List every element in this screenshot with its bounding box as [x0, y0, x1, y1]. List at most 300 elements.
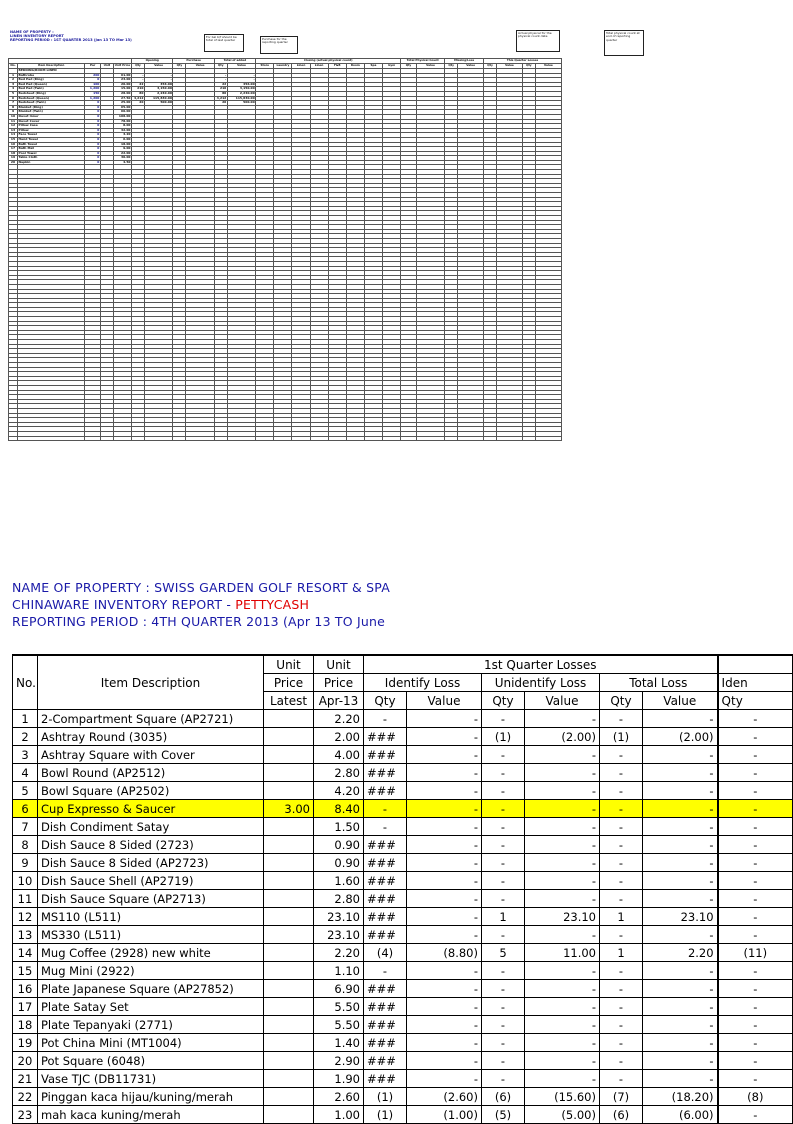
cell-next-qty: - — [718, 872, 793, 890]
preview-cell: 17 — [9, 147, 18, 152]
preview-cell: 456.00 — [227, 82, 255, 87]
preview-cell: 28.00 — [113, 91, 131, 96]
cell-identify-qty: ### — [364, 728, 407, 746]
preview-col-header: Qty — [401, 64, 417, 69]
cell-item: Bowl Square (AP2502) — [38, 782, 264, 800]
cell-total-value: - — [643, 818, 718, 836]
cell-identify-qty: ### — [364, 926, 407, 944]
cell-unidentify-value: - — [525, 782, 600, 800]
cell-total-value: - — [643, 836, 718, 854]
cell-unit-price-latest — [264, 926, 314, 944]
preview-cell-empty — [132, 436, 145, 441]
cell-total-value: - — [643, 1016, 718, 1034]
preview-cell: 4,212 — [214, 96, 227, 101]
preview-cell: 0 — [85, 151, 101, 156]
cell-identify-qty: (1) — [364, 1106, 407, 1124]
col-identify-qty: Qty — [364, 692, 407, 710]
cell-unidentify-value: - — [525, 746, 600, 764]
preview-cell-empty — [401, 436, 417, 441]
preview-cell: 7 — [9, 101, 18, 106]
cell-item: Dish Sauce Shell (AP2719) — [38, 872, 264, 890]
cell-identify-qty: - — [364, 710, 407, 728]
cell-identify-value: - — [407, 854, 482, 872]
cell-unit-price-apr: 2.00 — [314, 728, 364, 746]
cell-total-qty: - — [600, 710, 643, 728]
preview-cell: 11 — [9, 119, 18, 124]
cell-unidentify-qty: (5) — [482, 1106, 525, 1124]
preview-cell: - — [144, 78, 172, 83]
preview-cell: 0 — [85, 128, 101, 133]
preview-cell-empty — [274, 436, 292, 441]
cell-unit-price-latest — [264, 962, 314, 980]
preview-cell: 22.00 — [113, 151, 131, 156]
cell-identify-value: - — [407, 728, 482, 746]
cell-identify-value: - — [407, 746, 482, 764]
preview-title-line-2: LINEN INVENTORY REPORT — [10, 34, 64, 38]
cell-identify-qty: ### — [364, 890, 407, 908]
cell-identify-value: - — [407, 710, 482, 728]
inventory-table-body — [13, 710, 793, 1124]
cell-identify-value: - — [407, 800, 482, 818]
preview-group-header: Purchase — [173, 59, 214, 64]
preview-cell: Napkin — [18, 160, 85, 165]
preview-col-header: Value — [535, 64, 561, 69]
cell-unidentify-value: - — [525, 800, 600, 818]
cell-unidentify-qty: - — [482, 998, 525, 1016]
cell-total-qty: - — [600, 782, 643, 800]
cell-unit-price-apr: 23.10 — [314, 908, 364, 926]
cell-unit-price-apr: 2.20 — [314, 944, 364, 962]
preview-cell: Bath Towel — [18, 142, 85, 147]
cell-no: 11 — [13, 890, 38, 908]
preview-col-header: Value — [144, 64, 172, 69]
report-title — [12, 596, 390, 613]
cell-no: 19 — [13, 1034, 38, 1052]
cell-unit-price-latest — [264, 944, 314, 962]
preview-group-header: Total of added — [214, 59, 255, 64]
cell-next-qty: - — [718, 926, 793, 944]
preview-cell: 0 — [85, 114, 101, 119]
table-row — [13, 800, 793, 818]
preview-cell: 115,830.00 — [144, 96, 172, 101]
preview-col-header: Unit Price — [114, 63, 131, 68]
cell-next-qty: - — [718, 890, 793, 908]
col-unit-price-apr-1: Unit — [314, 655, 364, 674]
cell-unidentify-qty: 5 — [482, 944, 525, 962]
cell-next-qty: (11) — [718, 944, 793, 962]
preview-cell: 8.00 — [113, 124, 131, 129]
cell-unit-price-apr: 4.00 — [314, 746, 364, 764]
preview-cell: 9.00 — [113, 147, 131, 152]
col-identify-value: Value — [407, 692, 482, 710]
cell-next-qty: - — [718, 980, 793, 998]
cell-next-qty: - — [718, 818, 793, 836]
cell-identify-value: - — [407, 962, 482, 980]
cell-unidentify-qty: - — [482, 800, 525, 818]
table-row — [13, 872, 793, 890]
cell-identify-qty: ### — [364, 1034, 407, 1052]
preview-cell: 4,212 — [132, 96, 145, 101]
preview-cell: - — [144, 73, 172, 78]
cell-total-qty: - — [600, 962, 643, 980]
col-unit-price-apr-3: Apr-13 — [314, 692, 364, 710]
cell-item: Bowl Round (AP2512) — [38, 764, 264, 782]
preview-col-header: Value — [458, 64, 484, 69]
table-row — [13, 1034, 793, 1052]
cell-unit-price-latest — [264, 998, 314, 1016]
preview-cell: 22 — [214, 82, 227, 87]
cell-identify-qty: - — [364, 962, 407, 980]
preview-cell: 500.00 — [227, 101, 255, 106]
preview-cell: 32.00 — [113, 128, 131, 133]
preview-cell: 210 — [214, 87, 227, 92]
preview-cell-empty — [484, 436, 497, 441]
preview-cell: Bed Pad (King) — [18, 78, 85, 83]
preview-cell-empty — [383, 436, 401, 441]
cell-unidentify-value: 23.10 — [525, 908, 600, 926]
preview-cell-empty — [535, 436, 561, 441]
preview-col-header: Par — [85, 64, 101, 69]
preview-cell: 20 — [214, 101, 227, 106]
preview-cell: 3,150.00 — [227, 87, 255, 92]
preview-cell: Bed Pad (Queen) — [18, 82, 85, 87]
cell-unidentify-qty: - — [482, 710, 525, 728]
preview-cell-empty — [173, 436, 186, 441]
table-row — [13, 1052, 793, 1070]
col-unidentify-value: Value — [525, 692, 600, 710]
preview-cell: 1,200 — [85, 87, 101, 92]
preview-cell: Blanket (Twin) — [18, 110, 85, 115]
cell-total-qty: - — [600, 926, 643, 944]
col-unit-price-apr-2: Price — [314, 674, 364, 692]
cell-identify-qty: ### — [364, 746, 407, 764]
preview-cell: 0 — [85, 147, 101, 152]
cell-unit-price-apr: 2.80 — [314, 764, 364, 782]
preview-cell: 25.00 — [113, 101, 131, 106]
cell-total-qty: (6) — [600, 1106, 643, 1124]
cell-identify-value: (1.00) — [407, 1106, 482, 1124]
cell-unit-price-latest — [264, 980, 314, 998]
cell-unidentify-value: - — [525, 1034, 600, 1052]
cell-unidentify-value: - — [525, 872, 600, 890]
preview-cell: 9 — [9, 110, 18, 115]
cell-identify-value: - — [407, 890, 482, 908]
preview-cell: 0 — [85, 124, 101, 129]
cell-item: Plate Japanese Square (AP27852) — [38, 980, 264, 998]
table-row — [13, 836, 793, 854]
cell-unit-price-latest — [264, 1034, 314, 1052]
cell-identify-value: - — [407, 980, 482, 998]
preview-cell-empty — [100, 436, 113, 441]
preview-cell: 20.00 — [113, 82, 131, 87]
preview-cell-empty — [256, 436, 274, 441]
cell-no: 22 — [13, 1088, 38, 1106]
preview-col-header: Laundry — [274, 64, 292, 69]
preview-cell: 60.00 — [113, 110, 131, 115]
cell-no: 14 — [13, 944, 38, 962]
preview-cell: 8 — [9, 105, 18, 110]
cell-no: 7 — [13, 818, 38, 836]
cell-unit-price-latest — [264, 710, 314, 728]
preview-cell: 5 — [9, 91, 18, 96]
cell-item: MS330 (L511) — [38, 926, 264, 944]
cell-identify-value: - — [407, 908, 482, 926]
cell-unit-price-latest — [264, 890, 314, 908]
cell-unidentify-qty: - — [482, 1016, 525, 1034]
cell-identify-value: (2.60) — [407, 1088, 482, 1106]
cell-no: 15 — [13, 962, 38, 980]
cell-unidentify-qty: - — [482, 980, 525, 998]
preview-cell-empty — [85, 436, 101, 441]
callout-physical: Actual physical for the physical count date — [516, 30, 560, 52]
table-row — [13, 1106, 793, 1124]
preview-cell: 15.00 — [113, 87, 131, 92]
preview-cell: 0 — [85, 160, 101, 165]
cell-unidentify-value: - — [525, 890, 600, 908]
cell-item: Plate Tepanyaki (2771) — [38, 1016, 264, 1034]
preview-col-header: Value — [416, 64, 444, 69]
table-row — [13, 926, 793, 944]
preview-cell: - — [214, 73, 227, 78]
cell-total-qty: (1) — [600, 728, 643, 746]
cell-identify-value: - — [407, 872, 482, 890]
cell-identify-qty: ### — [364, 836, 407, 854]
cell-unit-price-apr: 1.40 — [314, 1034, 364, 1052]
preview-col-header: Qty — [214, 64, 227, 69]
cell-total-qty: - — [600, 854, 643, 872]
cell-next-qty: - — [718, 800, 793, 818]
col-unidentify-loss: Unidentify Loss — [482, 674, 600, 692]
table-row — [13, 764, 793, 782]
cell-unit-price-apr: 23.10 — [314, 926, 364, 944]
cell-unit-price-latest — [264, 728, 314, 746]
table-row — [13, 944, 793, 962]
preview-cell: 15 — [9, 137, 18, 142]
cell-no: 12 — [13, 908, 38, 926]
cell-unit-price-latest — [264, 1070, 314, 1088]
cell-unidentify-value: - — [525, 1016, 600, 1034]
cell-next-qty: - — [718, 728, 793, 746]
cell-unidentify-qty: - — [482, 854, 525, 872]
table-row — [13, 998, 793, 1016]
table-row — [13, 854, 793, 872]
preview-cell: Bed Pad (Twin) — [18, 87, 85, 92]
preview-cell: 78.00 — [113, 119, 131, 124]
preview-col-header: Gym — [383, 64, 401, 69]
table-row — [13, 782, 793, 800]
preview-cell-empty — [144, 436, 172, 441]
preview-body — [9, 69, 562, 441]
preview-cell-empty — [346, 436, 364, 441]
cell-total-qty: - — [600, 980, 643, 998]
report-title-prefix: CHINAWARE INVENTORY REPORT - — [12, 597, 236, 612]
cell-total-qty: - — [600, 800, 643, 818]
cell-next-qty: (8) — [718, 1088, 793, 1106]
preview-cell-empty — [364, 436, 382, 441]
cell-total-value: - — [643, 998, 718, 1016]
cell-item: Dish Sauce 8 Sided (AP2723) — [38, 854, 264, 872]
preview-cell: - — [214, 78, 227, 83]
cell-unit-price-apr: 1.10 — [314, 962, 364, 980]
cell-identify-value: - — [407, 1070, 482, 1088]
preview-title-line-1: NAME OF PROPERTY : — [10, 30, 54, 34]
cell-identify-value: - — [407, 926, 482, 944]
table-row — [13, 980, 793, 998]
cell-unidentify-qty: (1) — [482, 728, 525, 746]
preview-cell: 65.00 — [113, 105, 131, 110]
cell-identify-qty: - — [364, 800, 407, 818]
cell-unit-price-apr: 0.90 — [314, 854, 364, 872]
cell-unit-price-apr: 1.60 — [314, 872, 364, 890]
cell-total-value: - — [643, 890, 718, 908]
preview-cell: 61.00 — [113, 73, 131, 78]
preview-col-header: Qty — [522, 64, 535, 69]
preview-cell: Pillow Case — [18, 124, 85, 129]
preview-cell: Bath Mat — [18, 147, 85, 152]
cell-no: 4 — [13, 764, 38, 782]
col-next-quarter — [718, 655, 793, 674]
preview-cell: 20 — [9, 160, 18, 165]
cell-total-qty: - — [600, 836, 643, 854]
preview-cell-empty — [416, 436, 444, 441]
cell-item: Cup Expresso & Saucer — [38, 800, 264, 818]
cell-item: Pot China Mini (MT1004) — [38, 1034, 264, 1052]
preview-cell-empty — [445, 436, 458, 441]
preview-cell: 4.50 — [113, 160, 131, 165]
cell-no: 1 — [13, 710, 38, 728]
cell-total-qty: - — [600, 1034, 643, 1052]
cell-unit-price-latest — [264, 1052, 314, 1070]
preview-cell: Bedsheet (King) — [18, 91, 85, 96]
header-row-1 — [13, 655, 793, 674]
preview-col-header: No. — [10, 63, 16, 68]
preview-cell: 0 — [85, 156, 101, 161]
cell-total-value: - — [643, 764, 718, 782]
cell-unit-price-apr: 0.90 — [314, 836, 364, 854]
preview-cell: 3 — [9, 82, 18, 87]
reporting-period: REPORTING PERIOD : 4TH QUARTER 2013 (Apr 13 TO June — [12, 614, 385, 629]
cell-next-qty: - — [718, 710, 793, 728]
cell-unit-price-apr: 2.20 — [314, 710, 364, 728]
preview-cell: 2 — [9, 78, 18, 83]
preview-cell-empty — [522, 436, 535, 441]
cell-unidentify-qty: - — [482, 764, 525, 782]
cell-unit-price-latest — [264, 908, 314, 926]
table-row — [13, 908, 793, 926]
preview-cell: Pool Towel — [18, 151, 85, 156]
preview-row-empty — [9, 436, 562, 441]
preview-cell: 0 — [85, 137, 101, 142]
cell-unit-price-apr: 1.90 — [314, 1070, 364, 1088]
preview-cell: 3,150.00 — [144, 87, 172, 92]
cell-identify-value: - — [407, 1052, 482, 1070]
preview-cell: 150 — [85, 91, 101, 96]
preview-cell: 100 — [85, 82, 101, 87]
cell-unidentify-value: (5.00) — [525, 1106, 600, 1124]
cell-total-qty: - — [600, 746, 643, 764]
col-no: No. — [13, 655, 38, 710]
preview-cell: 0 — [85, 119, 101, 124]
cell-identify-qty: ### — [364, 782, 407, 800]
preview-cell: 6 — [9, 96, 18, 101]
preview-sheet — [8, 30, 640, 420]
preview-col-header: Linen — [310, 64, 328, 69]
cell-next-qty: - — [718, 782, 793, 800]
preview-cell: - — [227, 73, 255, 78]
preview-col-header: Spa — [364, 64, 382, 69]
cell-no: 9 — [13, 854, 38, 872]
preview-title-line-3: REPORTING PERIOD : 1ST QUARTER 2013 (Jan 13 TO Mar 13) — [10, 38, 132, 42]
preview-group-header: This Quarter Losses — [484, 59, 562, 64]
cell-next-qty: - — [718, 1052, 793, 1070]
preview-cell: 18.00 — [113, 142, 131, 147]
col-next-qty: Qty — [718, 692, 793, 710]
cell-unit-price-apr: 6.90 — [314, 980, 364, 998]
preview-cell-empty — [186, 436, 214, 441]
cell-identify-qty: (1) — [364, 1088, 407, 1106]
cell-unit-price-apr: 1.00 — [314, 1106, 364, 1124]
cell-total-qty: 1 — [600, 908, 643, 926]
preview-group-header: Closing (actual physical count) — [256, 59, 401, 64]
cell-unidentify-qty: - — [482, 782, 525, 800]
cell-unidentify-qty: (6) — [482, 1088, 525, 1106]
preview-col-header: Qty — [173, 64, 186, 69]
cell-item: Ashtray Round (3035) — [38, 728, 264, 746]
cell-unidentify-qty: - — [482, 1052, 525, 1070]
table-row — [13, 1070, 793, 1088]
table-row — [13, 890, 793, 908]
preview-cell: 0 — [85, 110, 101, 115]
preview-col-header: Value — [186, 64, 214, 69]
preview-cell: Duvet Cover — [18, 119, 85, 124]
preview-cell-empty — [18, 436, 85, 441]
cell-total-qty: - — [600, 1016, 643, 1034]
cell-no: 13 — [13, 926, 38, 944]
preview-cell: Pillow — [18, 128, 85, 133]
cell-next-qty: - — [718, 836, 793, 854]
cell-identify-qty: ### — [364, 1070, 407, 1088]
preview-cell: 0 — [85, 133, 101, 138]
cell-item: Mug Coffee (2928) new white — [38, 944, 264, 962]
preview-col-header: Linen — [292, 64, 310, 69]
preview-cell: 200 — [85, 73, 101, 78]
inventory-table-wrap — [12, 654, 768, 1122]
cell-unidentify-qty: - — [482, 1070, 525, 1088]
cell-total-qty: 1 — [600, 944, 643, 962]
preview-cell: Bathrobe — [18, 73, 85, 78]
cell-unit-price-latest — [264, 1106, 314, 1124]
preview-col-header: Value — [227, 64, 255, 69]
cell-next-qty: - — [718, 764, 793, 782]
cell-total-qty: - — [600, 890, 643, 908]
preview-cell-empty — [292, 436, 310, 441]
cell-unit-price-apr: 2.60 — [314, 1088, 364, 1106]
cell-no: 18 — [13, 1016, 38, 1034]
cell-unit-price-latest — [264, 818, 314, 836]
cell-unit-price-apr: 4.20 — [314, 782, 364, 800]
preview-cell: 1,200 — [85, 96, 101, 101]
cell-no: 20 — [13, 1052, 38, 1070]
cell-unidentify-qty: - — [482, 890, 525, 908]
cell-total-value: - — [643, 782, 718, 800]
cell-next-qty: - — [718, 746, 793, 764]
callout-purchase: Purchase for the reporting quarter — [260, 36, 298, 54]
cell-no: 6 — [13, 800, 38, 818]
cell-unidentify-qty: - — [482, 962, 525, 980]
callout-total-count: Total physical count at end of reporting quarter — [604, 30, 644, 56]
inventory-table — [12, 654, 793, 1124]
cell-item: 2-Compartment Square (AP2721) — [38, 710, 264, 728]
